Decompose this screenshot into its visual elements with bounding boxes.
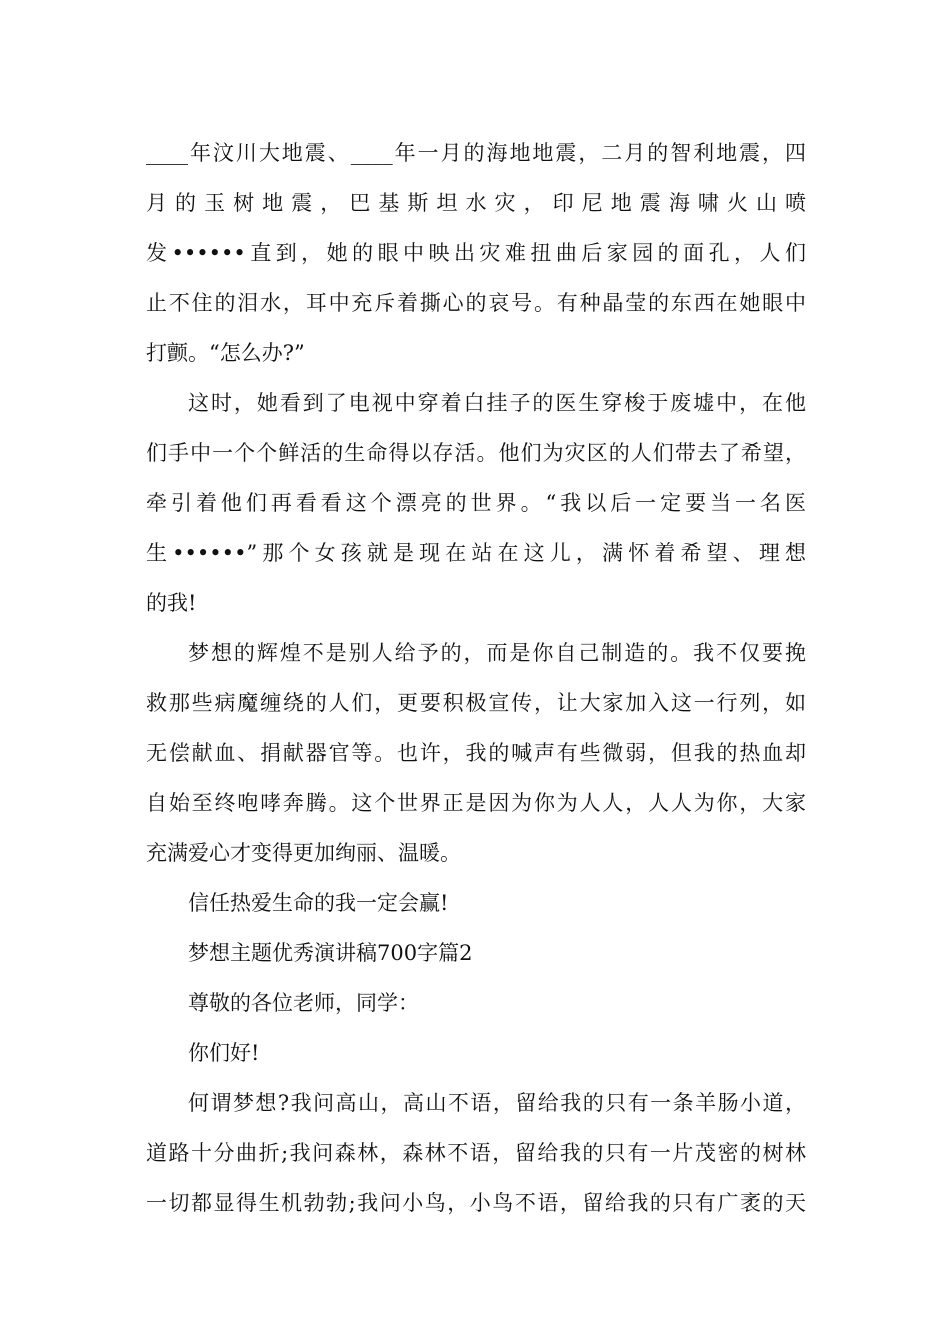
text-line: 发••••••直到，她的眼中映出灾难扭曲后家园的面孔，人们 [146,241,806,265]
text-line: 打颤。“怎么办?” [146,341,305,365]
text-line: 你们好! [188,1041,260,1065]
text-line: 无偿献血、捐献器官等。也许，我的喊声有些微弱，但我的热血却 [146,741,806,765]
paragraph-1 [146,128,806,378]
salutation [146,978,806,1028]
text-line: 救那些病魔缠绕的人们，更要积极宣传，让大家加入这一行列，如 [146,691,806,715]
paragraph-2 [146,378,806,628]
text-line: 道路十分曲折;我问森林，森林不语，留给我的只有一片茂密的树林 [146,1141,806,1165]
text-line: 充满爱心才变得更加绚丽、温暖。 [146,841,461,865]
text-line: 月 的 玉 树 地 震 ， 巴 基 斯 坦 水 灾 ， 印 尼 地 震 海 啸 火 山 喷 [146,191,806,215]
text-line: 的我! [146,591,197,615]
text-line: 梦想的辉煌不是别人给予的，而是你自己制造的。我不仅要挽 [188,641,806,665]
text-line: 生••••••”那个女孩就是现在站在这儿，满怀着希望、理想 [146,541,806,565]
paragraph-4 [146,878,806,928]
text-line: 梦想主题优秀演讲稿700字篇2 [188,941,473,965]
paragraph-8 [146,1078,806,1228]
text-line: 自始至终咆哮奔腾。这个世界正是因为你为人人，人人为你，大家 [146,791,806,815]
text-line: 何谓梦想?我问高山，高山不语，留给我的只有一条羊肠小道， [188,1091,806,1115]
text-line: 尊敬的各位老师，同学： [188,991,419,1015]
section-heading [146,928,806,978]
text-line: 信任热爱生命的我一定会赢! [188,891,449,915]
greeting [146,1028,806,1078]
text-line: 牵引着他们再看看这个漂亮的世界。“我以后一定要当一名医 [146,491,806,515]
text-line: 们手中一个个鲜活的生命得以存活。他们为灾区的人们带去了希望， [146,441,806,465]
text-line: ____年汶川大地震、____年一月的海地地震，二月的智利地震，四 [146,141,806,165]
text-line: 一切都显得生机勃勃;我问小鸟，小鸟不语，留给我的只有广袤的天 [146,1191,806,1215]
paragraph-3 [146,628,806,878]
document-body [146,128,806,1228]
text-line: 这时，她看到了电视中穿着白挂子的医生穿梭于废墟中，在他 [188,391,806,415]
text-line: 止不住的泪水，耳中充斥着撕心的哀号。有种晶莹的东西在她眼中 [146,291,806,315]
